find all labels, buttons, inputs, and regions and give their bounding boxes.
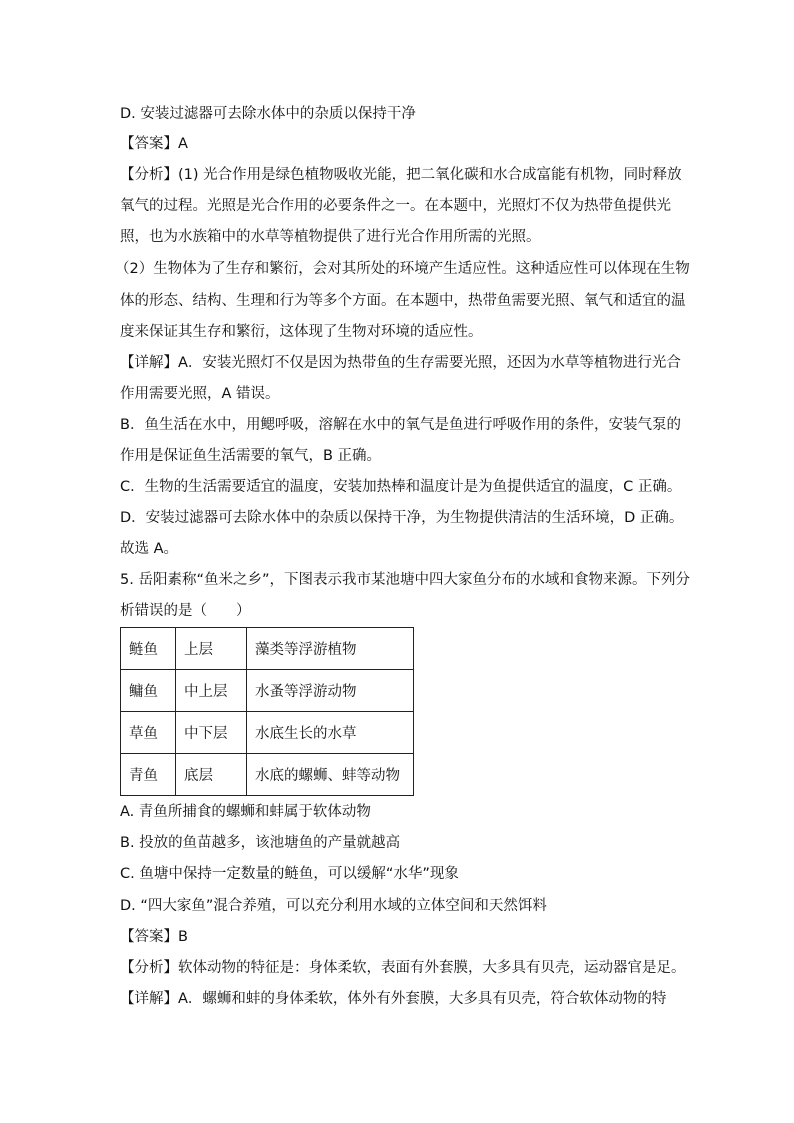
table-cell: 上层 [176,628,247,670]
analysis-line: 【分析】(1) 光合作用是绿色植物吸收光能，把二氧化碳和水合成富能有机物，同时释放 [120,167,682,183]
option-c-text: C. 鱼塘中保持一定数量的鲢鱼，可以缓解“水华”现象 [120,866,459,882]
analysis-line: 照，也为水族箱中的水草等植物提供了进行光合作用所需的光照。 [120,229,541,245]
option-a-text: A. 青鱼所捕食的螺蛳和蚌属于软体动物 [120,804,371,820]
option-d-text: D. “四大家鱼”混合养殖，可以充分利用水域的立体空间和天然饵料 [120,898,547,914]
table-cell: 中上层 [176,670,247,712]
explanation-line: C．生物的生活需要适宜的温度，安装加热棒和温度计是为鱼提供适宜的温度，C 正确。 [120,479,682,495]
explanation-line: 【详解】A．安装光照灯不仅是因为热带鱼的生存需要光照，还因为水草等植物进行光合 [120,355,681,371]
table-cell: 藻类等浮游植物 [247,628,414,670]
table-cell: 青鱼 [121,754,176,796]
table-cell: 水底的螺蛳、蚌等动物 [247,754,414,796]
table-row [121,670,414,712]
option-d-text: D. 安装过滤器可去除水体中的杂质以保持干净 [120,106,416,122]
table-cell: 中下层 [176,712,247,754]
analysis-line: （2）生物体为了生存和繁衍，会对其所处的环境产生适应性。这种适应性可以体现在生物 [115,261,690,277]
explanation-line: 【详解】A．螺蛳和蚌的身体柔软，体外有外套膜，大多具有贝壳，符合软体动物的特 [120,991,667,1007]
question-5-line: 析错误的是（ ） [120,603,251,619]
analysis-line: 【分析】软体动物的特征是：身体柔软，表面有外套膜，大多具有贝壳，运动器官是足。 [120,960,686,976]
table-cell: 鲢鱼 [121,628,176,670]
explanation-line: 作用是保证鱼生活需要的氧气，B 正确。 [120,448,382,464]
option-b-text: B. 投放的鱼苗越多，该池塘鱼的产量就越高 [120,835,401,851]
table-cell: 鳙鱼 [121,670,176,712]
analysis-line: 度来保证其生存和繁衍，这体现了生物对环境的适应性。 [120,324,483,340]
analysis-line: 体的形态、结构、生理和行为等多个方面。在本题中，热带鱼需要光照、氧气和适宜的温 [120,293,686,309]
table-cell: 底层 [176,754,247,796]
table-cell: 水底生长的水草 [247,712,414,754]
explanation-line: D．安装过滤器可去除水体中的杂质以保持干净，为生物提供清洁的生活环境，D 正确。 [120,510,684,526]
table-row [121,754,414,796]
table-row [121,628,414,670]
explanation-line: 作用需要光照，A 错误。 [120,386,280,402]
conclusion-line: 故选 A。 [120,541,179,557]
answer-label: 【答案】B [120,929,188,945]
analysis-line: 氧气的过程。光照是光合作用的必要条件之一。在本题中，光照灯不仅为热带鱼提供光 [120,198,671,214]
fish-distribution-table [120,627,414,796]
table-cell: 水蚤等浮游动物 [247,670,414,712]
explanation-line: B．鱼生活在水中，用鳃呼吸，溶解在水中的氧气是鱼进行呼吸作用的条件，安装气泵的 [120,417,681,433]
answer-label: 【答案】A [120,136,188,152]
question-5-line: 5. 岳阳素称“鱼米之乡”，下图表示我市某池塘中四大家鱼分布的水域和食物来源。下列分 [120,572,690,588]
table-cell: 草鱼 [121,712,176,754]
table-row [121,712,414,754]
